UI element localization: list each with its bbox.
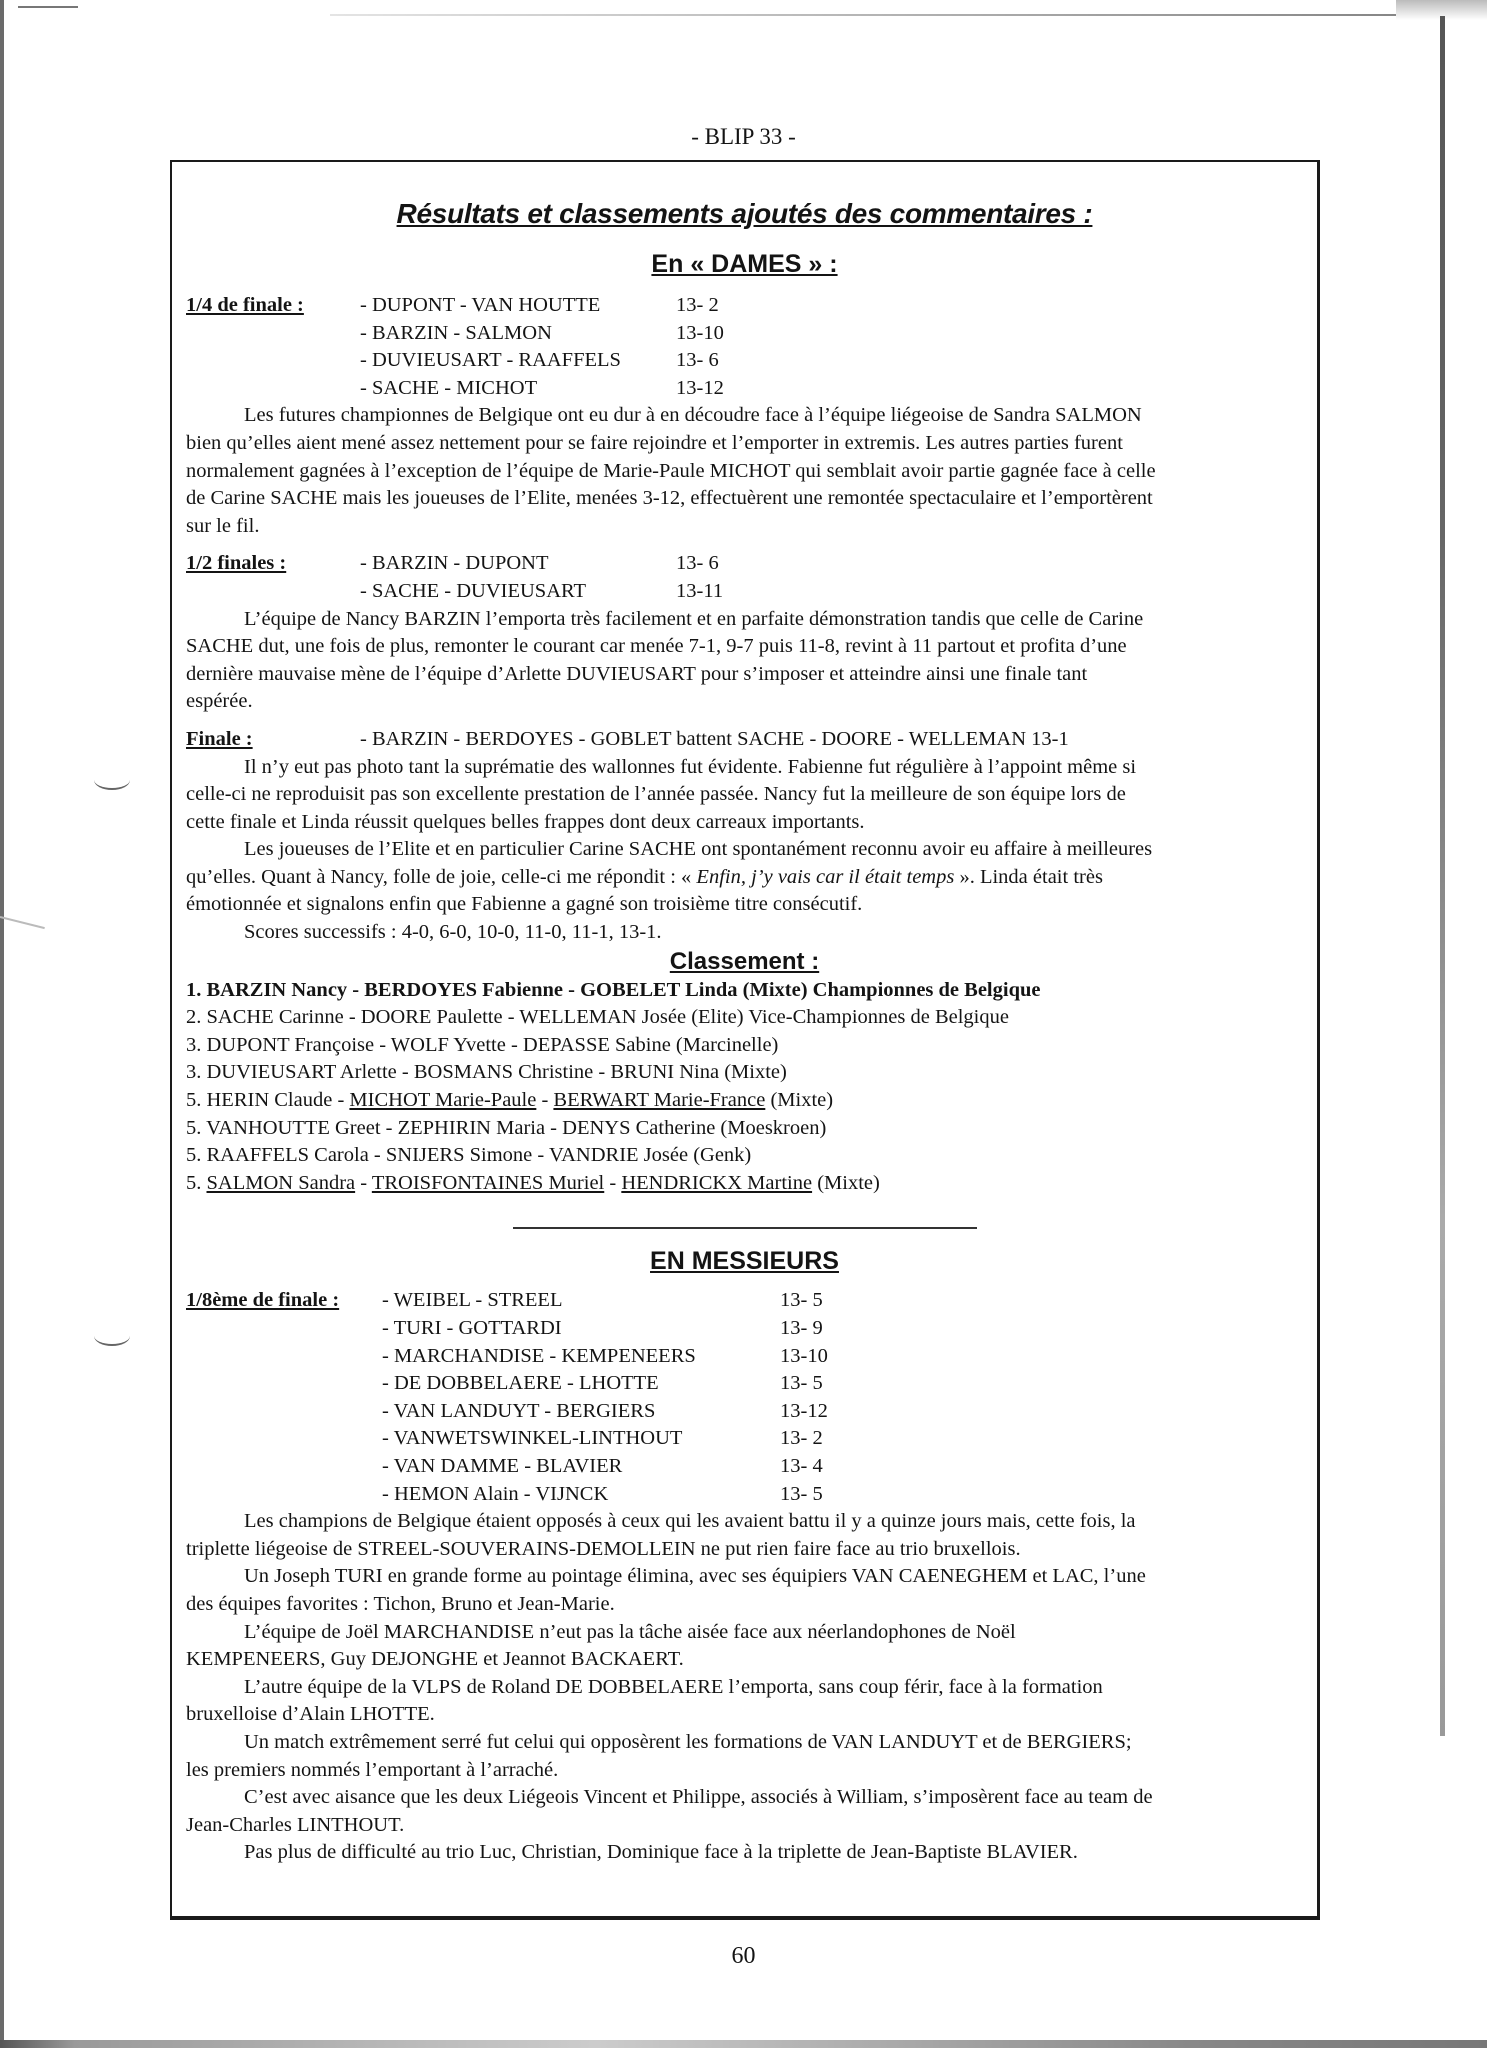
underlined-name: HENDRICKX Martine [621, 1171, 813, 1194]
round-label-spacer [186, 1398, 382, 1426]
commentary-line: L’équipe de Joël MARCHANDISE n’eut pas la tâche aisée face aux néerlandophones de Noël [244, 1620, 1016, 1643]
commentary-line: dernière mauvaise mène de l’équipe d’Arlette DUVIEUSART pour s’imposer et atteindre ainsi une finale tant [186, 662, 1088, 685]
match-row [186, 1425, 1303, 1453]
round-label-spacer [186, 375, 360, 403]
round-label-spacer [186, 1343, 382, 1371]
ranking-text: - [355, 1171, 372, 1194]
match-teams: - VAN DAMME - BLAVIER [382, 1454, 623, 1477]
ranking-text: 5. HERIN Claude - [186, 1089, 350, 1112]
match-row [186, 1287, 1303, 1315]
commentary-line: cette finale et Linda réussit quelques belles frappes dont deux carreaux importants. [186, 810, 865, 833]
commentary-line: les premiers nommés l’emportant à l’arraché. [186, 1758, 559, 1781]
ranking-row: 1. BARZIN Nancy - BERDOYES Fabienne - GOBELET Linda (Mixte) Championnes de Belgique [186, 978, 1041, 1001]
commentary-line: KEMPENEERS, Guy DEJONGHE et Jeannot BACKAERT. [186, 1648, 684, 1671]
commentary-line: Jean-Charles LINTHOUT. [186, 1813, 405, 1836]
scan-right-fold [1440, 16, 1445, 1736]
scan-mark [0, 916, 45, 929]
round-label: 1/8ème de finale : [186, 1289, 340, 1312]
ranking-row: 5. RAAFFELS Carola - SNIJERS Simone - VANDRIE Josée (Genk) [186, 1144, 752, 1167]
running-head: - BLIP 33 - [691, 124, 796, 149]
match-row [186, 550, 1303, 578]
round-label-spacer [186, 1315, 382, 1343]
match-row [186, 1343, 1303, 1371]
final-result [186, 726, 1303, 754]
scan-top-streak [330, 14, 1420, 16]
match-teams: - VAN LANDUYT - BERGIERS [382, 1399, 656, 1422]
match-row [186, 1370, 1303, 1398]
ranking-heading: Classement : [669, 947, 820, 975]
ranking-list [186, 977, 1303, 1198]
commentary-line: celle-ci ne reproduisit pas son excellente prestation de l’année passée. Nancy fut la meilleure de son équipe lors de [186, 783, 1126, 806]
match-teams: - BARZIN - SALMON [360, 321, 552, 344]
commentary-line: Les champions de Belgique étaient opposés à ceux qui les avaient battu il y a quinze jours mais, cette fois, la [244, 1510, 1136, 1533]
match-row [186, 292, 1303, 320]
match-score: 13- 5 [780, 1482, 823, 1505]
round-label-spacer [186, 320, 360, 348]
final-result-text: - BARZIN - BERDOYES - GOBLET battent SACHE - DOORE - WELLEMAN 13-1 [360, 727, 1069, 750]
commentary-line: SACHE dut, une fois de plus, remonter le courant car menée 7-1, 9-7 puis 11-8, revint à 11 partout et profita d’une [186, 635, 1127, 658]
match-teams: - BARZIN - DUPONT [360, 552, 549, 575]
commentary-line: sur le fil. [186, 514, 260, 537]
commentary-line: L’équipe de Nancy BARZIN l’emporta très facilement et en parfaite démonstration tandis que celle de Carine [244, 607, 1144, 630]
commentary-line: Un match extrêmement serré fut celui qui opposèrent les formations de VAN LANDUYT et de BERGIERS; [244, 1730, 1132, 1753]
round-label-spacer [186, 1425, 382, 1453]
match-score: 13- 6 [676, 552, 719, 575]
match-score: 13-10 [780, 1344, 828, 1367]
match-teams: - SACHE - DUVIEUSART [360, 579, 586, 602]
match-row [186, 1481, 1303, 1509]
match-score: 13- 5 [780, 1372, 823, 1395]
ranking-row [186, 1170, 1303, 1198]
match-score: 13-11 [676, 579, 724, 602]
scan-bottom-edge [0, 2040, 1487, 2048]
round-label-spacer [186, 1453, 382, 1481]
match-teams: - SACHE - MICHOT [360, 376, 538, 399]
round-label-spacer [186, 347, 360, 375]
section-heading-dames: En « DAMES » : [651, 250, 838, 278]
article-frame [170, 160, 1320, 1920]
quote: Enfin, j’y vais car il était temps [696, 865, 955, 888]
match-teams: - TURI - GOTTARDI [382, 1317, 562, 1339]
eighth-finals-commentary [186, 1508, 1303, 1867]
commentary-line: bien qu’elles aient mené assez nettement pour se faire rejoindre et l’emporter in extremis. Les autres parties furent [186, 431, 1123, 454]
commentary-line: Les futures championnes de Belgique ont eu dur à en découdre face à l’équipe liégeoise de Sandra SALMON [244, 404, 1142, 427]
section-divider [513, 1227, 977, 1229]
match-teams: - MARCHANDISE - KEMPENEERS [382, 1344, 696, 1367]
underlined-name: TROISFONTAINES Muriel [371, 1171, 605, 1194]
match-row [186, 375, 1303, 403]
underlined-name: MICHOT Marie-Paule [349, 1089, 537, 1112]
ranking-text: 5. [186, 1171, 207, 1194]
final-commentary [186, 754, 1303, 837]
match-teams: - VANWETSWINKEL-LINTHOUT [382, 1427, 683, 1450]
ranking-text: - [604, 1171, 622, 1194]
underlined-name: BERWART Marie-France [553, 1089, 766, 1112]
ranking-row [186, 1087, 1303, 1115]
commentary-line: de Carine SACHE mais les joueuses de l’Elite, menées 3-12, effectuèrent une remontée spectaculaire et l’emportèrent [186, 487, 1153, 510]
underlined-name: SALMON Sandra [206, 1171, 356, 1194]
successive-scores: Scores successifs : 4-0, 6-0, 10-0, 11-0, 11-1, 13-1. [244, 921, 662, 944]
match-score: 13- 2 [676, 294, 719, 316]
commentary-line: triplette liégeoise de STREEL-SOUVERAINS-DEMOLLEIN ne put rien faire face au trio bruxellois. [186, 1537, 1021, 1560]
match-score: 13- 4 [780, 1454, 823, 1477]
match-teams: - HEMON Alain - VIJNCK [382, 1482, 609, 1505]
quote-intro: qu’elles. Quant à Nancy, folle de joie, celle-ci me répondit : « [186, 865, 697, 888]
final-commentary-line: Les joueuses de l’Elite et en particulier Carine SACHE ont spontanément reconnu avoir eu affaire à meilleures [244, 838, 1153, 861]
match-row [186, 578, 1303, 606]
semi-finals [186, 550, 1303, 605]
match-score: 13- 6 [676, 349, 719, 372]
eighth-finals [186, 1287, 1303, 1508]
match-score: 13-12 [676, 376, 724, 399]
match-score: 13- 2 [780, 1427, 823, 1450]
ranking-text: - [536, 1089, 554, 1112]
ranking-text: (Mixte) [765, 1089, 834, 1112]
final-commentary-line [186, 864, 1303, 892]
match-row [186, 1453, 1303, 1481]
final-commentary-line: émotionnée et signalons enfin que Fabienne a gagné son troisième titre consécutif. [186, 893, 863, 916]
match-teams: - DUVIEUSART - RAAFFELS [360, 349, 621, 372]
final-label: Finale : [186, 727, 253, 750]
match-row [186, 1315, 1303, 1343]
round-label-spacer [186, 1370, 382, 1398]
commentary-line: C’est avec aisance que les deux Liégeois Vincent et Philippe, associés à William, s’imposèrent face au team de [244, 1786, 1153, 1809]
ranking-text: (Mixte) [812, 1171, 880, 1194]
match-teams: - DUPONT - VAN HOUTTE [360, 294, 601, 316]
commentary-line: bruxelloise d’Alain LHOTTE. [186, 1703, 435, 1726]
match-score: 13- 5 [780, 1289, 823, 1312]
commentary-line: normalement gagnées à l’exception de l’équipe de Marie-Paule MICHOT qui semblait avoir partie gagnée face à celle [186, 459, 1156, 482]
commentary-line: L’autre équipe de la VLPS de Roland DE DOBBELAERE l’emporta, sans coup férir, face à la formation [244, 1675, 1103, 1698]
match-score: 13-10 [676, 321, 724, 344]
round-label-spacer [186, 578, 360, 606]
commentary-line: Il n’y eut pas photo tant la suprématie des wallonnes fut évidente. Fabienne fut régulière à l’appoint même si [244, 755, 1137, 778]
commentary-line: Un Joseph TURI en grande forme au pointage élimina, avec ses équipiers VAN CAENEGHEM et LAC, l’une [244, 1565, 1146, 1588]
quarter-finals-commentary [186, 402, 1303, 540]
scan-mark [18, 6, 78, 8]
commentary-line: espérée. [186, 690, 253, 713]
match-score: 13-12 [780, 1399, 828, 1422]
match-score: 13- 9 [780, 1317, 823, 1339]
page-title: Résultats et classements ajoutés des commentaires : [396, 198, 1093, 229]
round-label-spacer [186, 1481, 382, 1509]
match-row [186, 1398, 1303, 1426]
ranking-row: 3. DUPONT Françoise - WOLF Yvette - DEPASSE Sabine (Marcinelle) [186, 1033, 779, 1056]
ranking-row: 2. SACHE Carinne - DOORE Paulette - WELLEMAN Josée (Elite) Vice-Championnes de Belgique [186, 1006, 1009, 1029]
quote-outro: ». Linda était très [954, 865, 1103, 888]
section-heading-messieurs: EN MESSIEURS [650, 1247, 839, 1276]
ranking-row: 3. DUVIEUSART Arlette - BOSMANS Christine - BRUNI Nina (Mixte) [186, 1061, 787, 1084]
match-teams: - DE DOBBELAERE - LHOTTE [382, 1372, 659, 1395]
commentary-line: Pas plus de difficulté au trio Luc, Christian, Dominique face à la triplette de Jean-Baptiste BLAVIER. [244, 1841, 1078, 1864]
commentary-line: des équipes favorites : Tichon, Bruno et Jean-Marie. [186, 1592, 615, 1615]
punch-hole-mark [94, 1326, 130, 1346]
match-row [186, 320, 1303, 348]
match-teams: - WEIBEL - STREEL [382, 1289, 563, 1312]
page-number: 60 [731, 1943, 756, 1969]
round-label: 1/2 finales : [186, 552, 287, 575]
match-row [186, 347, 1303, 375]
article-content [186, 162, 1303, 1867]
punch-hole-mark [94, 770, 130, 790]
scan-left-edge [0, 0, 4, 2048]
ranking-row: 5. VANHOUTTE Greet - ZEPHIRIN Maria - DENYS Catherine (Moeskroen) [186, 1116, 827, 1139]
quarter-finals [186, 292, 1303, 402]
semi-finals-commentary [186, 606, 1303, 716]
round-label: 1/4 de finale : [186, 294, 304, 316]
